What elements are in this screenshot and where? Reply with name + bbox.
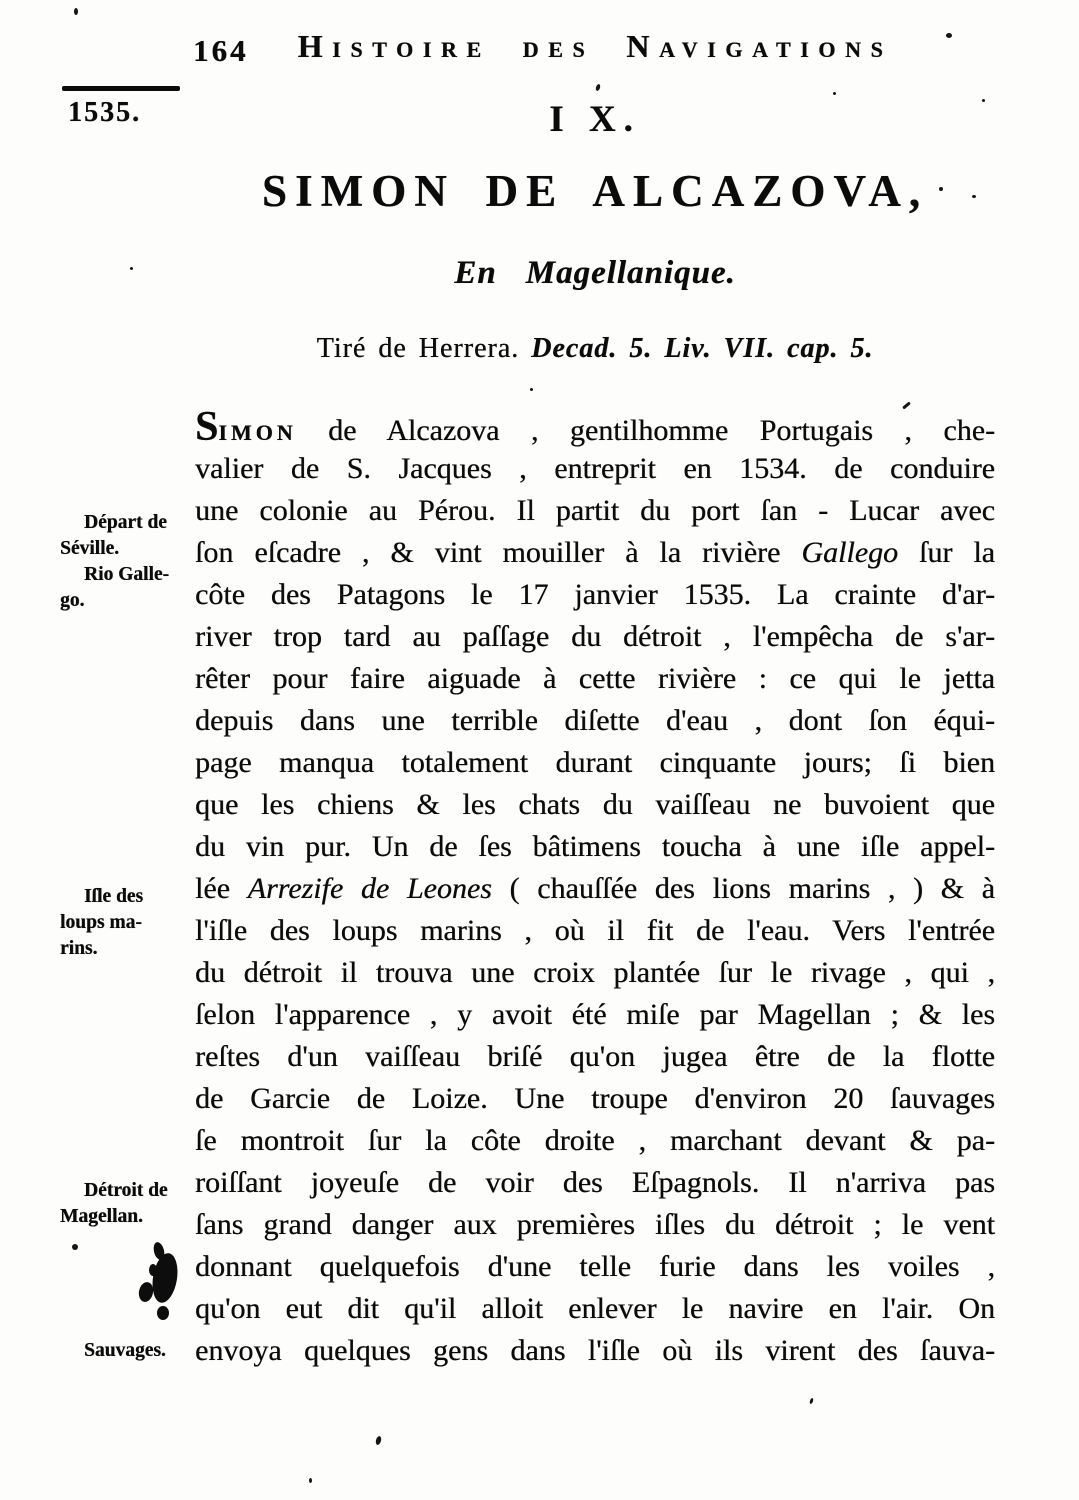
margin-year: 1535. — [68, 97, 141, 128]
margin-note-line: Détroit de — [84, 1180, 168, 1201]
body-text-line — [195, 1162, 995, 1204]
body-text-segment: S — [195, 404, 219, 450]
ink-speck — [595, 84, 601, 92]
page-title: SIMON DE ALCAZOVA, — [261, 166, 929, 216]
body-text-segment: que les chiens & les chats du vaiſſeau ne buvoient que — [195, 788, 995, 821]
body-text-segment: donnant quelquefois d'une telle furie dans les voiles , — [195, 1250, 995, 1283]
body-text-line — [195, 1120, 995, 1162]
body-text-segment: page manqua totalement durant cinquante jours; ſi bien — [195, 746, 995, 779]
body-text-line — [195, 994, 995, 1036]
margin-note-line: Départ de — [84, 512, 167, 533]
body-text-line — [195, 1204, 995, 1246]
body-text-segment: ( chauſſée des lions marins , ) & à — [491, 872, 996, 905]
ink-speck — [72, 1244, 78, 1250]
margin-note — [60, 884, 194, 962]
source-citation — [195, 333, 995, 365]
body-text-segment: du vin pur. Un de ſes bâtimens toucha à une iſle appel- — [195, 830, 995, 863]
body-text — [195, 406, 995, 1372]
ink-speck — [530, 388, 533, 391]
body-text-segment: envoya quelques gens dans l'iſle où ils virent des ſauva- — [195, 1334, 995, 1367]
ink-speck — [972, 195, 976, 198]
margin-note-line: loups ma- — [60, 912, 142, 933]
ink-speck — [74, 8, 78, 15]
body-text-segment: ſans grand danger aux premières iſles du détroit ; le vent — [195, 1208, 995, 1241]
body-text-segment: valier de S. Jacques , entreprit en 1534. de conduire — [195, 452, 995, 485]
margin-note-line: Sauvages. — [84, 1340, 166, 1361]
margin-note — [60, 562, 194, 614]
margin-note — [60, 1338, 194, 1364]
body-text-line — [195, 784, 995, 826]
body-text-segment: côte des Patagons le 17 janvier 1535. La crainte d'ar- — [195, 578, 995, 611]
body-text-segment: rêter pour faire aiguade à cette rivière : ce qui le jetta — [195, 662, 995, 695]
body-text-line — [195, 742, 995, 784]
body-text-line — [195, 952, 995, 994]
ink-speck — [946, 33, 952, 38]
body-text-segment: lée — [195, 872, 248, 905]
margin-note-line: Iſle des — [84, 886, 144, 907]
ink-speck — [833, 92, 836, 95]
body-text-segment: IMON — [218, 420, 297, 445]
body-text-line — [195, 826, 995, 868]
running-title: Histoire des Navigations — [297, 28, 893, 64]
body-text-segment: une colonie au Pérou. Il partit du port ſan - Lucar avec — [195, 494, 995, 527]
body-text-segment: de Garcie de Loize. Une troupe d'environ 20 ſauvages — [195, 1082, 995, 1115]
body-text-line — [195, 1036, 995, 1078]
body-text-line — [195, 1330, 995, 1372]
body-text-segment: ſelon l'apparence , y avoit été miſe par Magellan ; & les — [195, 998, 995, 1031]
margin-note-line: Magellan. — [60, 1206, 143, 1227]
margin-note-line: rins. — [60, 938, 98, 959]
body-text-line — [195, 868, 995, 910]
body-text-segment: roiſſant joyeuſe de voir des Eſpagnols. Il n'arriva pas — [195, 1166, 995, 1199]
body-text-segment: depuis dans une terrible diſette d'eau , dont ſon équi- — [195, 704, 995, 737]
body-text-segment: qu'on eut dit qu'il alloit enlever le navire en l'air. On — [195, 1292, 995, 1325]
body-text-line — [195, 532, 995, 574]
body-text-line — [195, 910, 995, 952]
body-text-line — [195, 574, 995, 616]
body-text-line — [195, 448, 995, 490]
chapter-number: I X. — [549, 99, 641, 140]
margin-note — [60, 510, 194, 562]
body-text-line — [195, 406, 995, 448]
ink-speck — [375, 1436, 382, 1446]
body-text-segment: reſtes d'un vaiſſeau briſé qu'on jugea être de la flotte — [195, 1040, 995, 1073]
body-text-line — [195, 658, 995, 700]
body-text-segment: Arrezife de Leones — [247, 872, 492, 905]
body-text-segment: l'iſle des loups marins , où il fit de l'eau. Vers l'entrée — [195, 914, 995, 947]
source-citation-roman: Tiré de Herrera. — [316, 333, 532, 364]
ink-blot — [132, 1238, 194, 1330]
body-text-segment: ſur la — [898, 536, 995, 569]
ink-speck — [130, 267, 133, 270]
body-text-line — [195, 490, 995, 532]
ink-speck — [982, 99, 985, 102]
page-number: 164 — [193, 33, 249, 68]
body-text-segment: Gallego — [801, 536, 899, 569]
ink-speck — [309, 1478, 312, 1483]
margin-note-line: Séville. — [60, 538, 120, 559]
body-text-line — [195, 1288, 995, 1330]
body-text-line — [195, 1078, 995, 1120]
ink-speck — [939, 187, 943, 191]
body-text-segment: du détroit il trouva une croix plantée ſur le rivage , qui , — [195, 956, 995, 989]
margin-note — [60, 1178, 194, 1230]
body-text-line — [195, 700, 995, 742]
body-text-segment: river trop tard au paſſage du détroit , l'empêcha de s'ar- — [195, 620, 995, 653]
body-text-segment: ſe montroit ſur la côte droite , marchant devant & pa- — [195, 1124, 995, 1157]
body-text-line — [195, 1246, 995, 1288]
margin-note-line: go. — [60, 590, 85, 611]
source-citation-italic: Decad. 5. Liv. VII. cap. 5. — [531, 333, 874, 364]
body-text-segment: ſon eſcadre , & vint mouiller à la rivière — [195, 536, 802, 569]
margin-note-line: Rio Galle- — [84, 564, 170, 585]
page-subtitle: En Magellanique. — [454, 255, 736, 291]
margin-rule — [62, 86, 180, 91]
body-text-segment: de Alcazova , gentilhomme Portugais , che- — [296, 414, 995, 447]
ink-speck — [809, 1398, 814, 1405]
body-text-line — [195, 616, 995, 658]
